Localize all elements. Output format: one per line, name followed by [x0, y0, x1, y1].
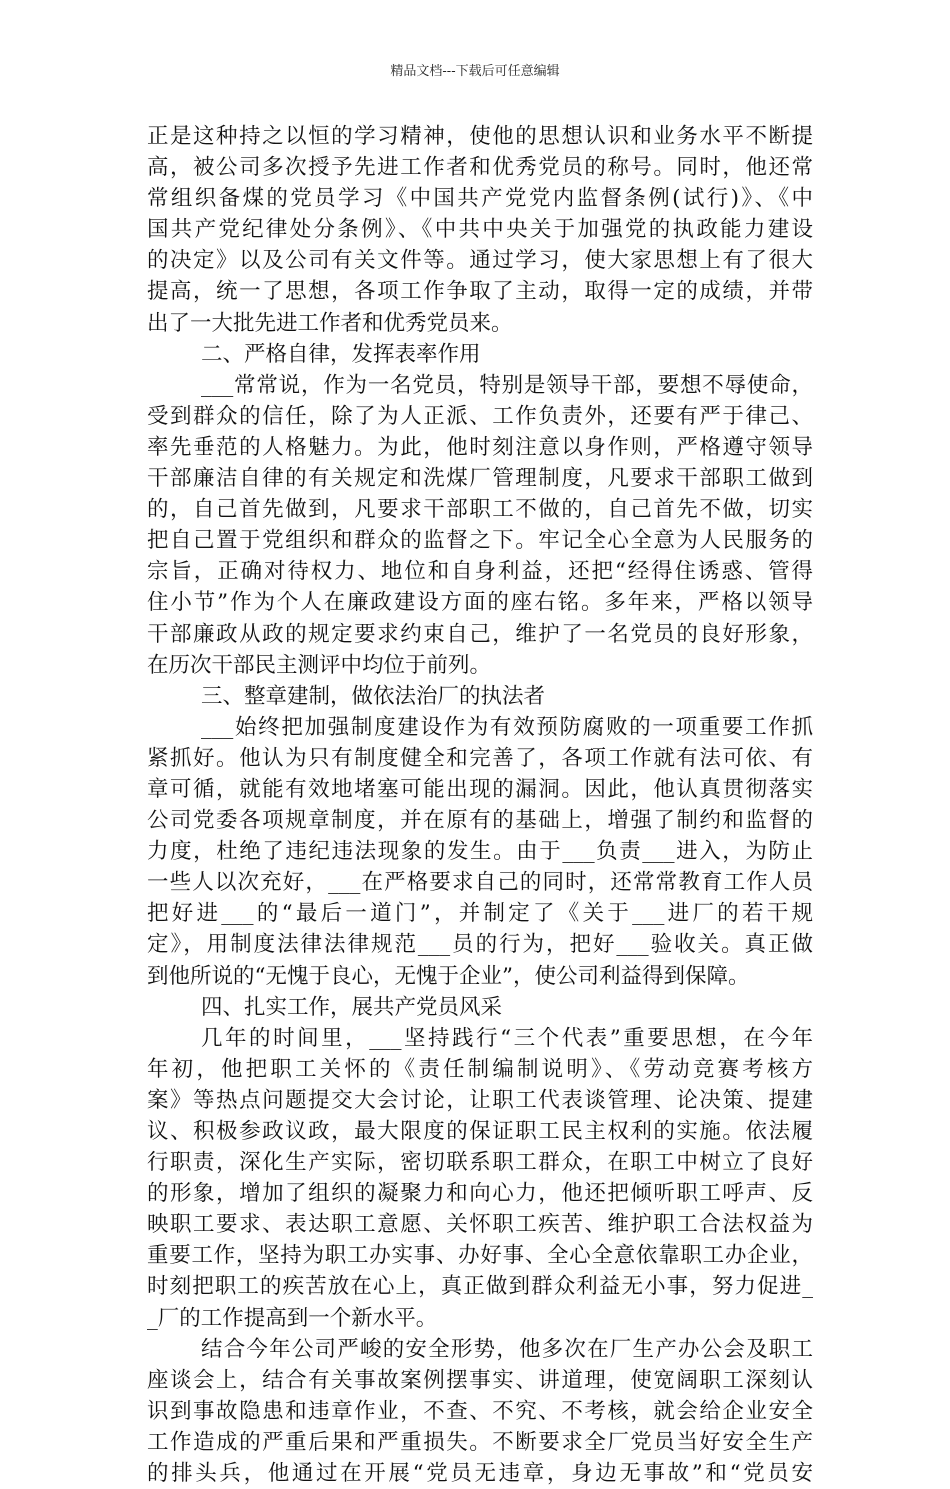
text-line: ___常常说，作为一名党员，特别是领导干部，要想不辱使命，: [201, 372, 813, 398]
text-line: 一些人以次充好，___在严格要求自己的同时，还常常教育工作人员: [147, 870, 813, 896]
text-line: 座谈会上，结合有关事故案例摆事实、讲道理，使宽阔职工深刻认: [147, 1367, 813, 1393]
text-line: 行职责，深化生产实际，密切联系职工群众，在职工中树立了良好: [147, 1150, 813, 1176]
text-line: 的决定》以及公司有关文件等。通过学习，使大家思想上有了很大: [147, 248, 813, 274]
text-line: 国共产党纪律处分条例》、《中共中央关于加强党的执政能力建设: [147, 217, 813, 243]
text-line: ___始终把加强制度建设作为有效预防腐败的一项重要工作抓: [201, 714, 813, 740]
text-line: 力度，杜绝了违纪违法现象的发生。由于___负责___进入，为防止: [147, 839, 813, 865]
text-line: 的排头兵，他通过在开展“党员无违章，身边无事故”和“党员安: [147, 1461, 813, 1487]
text-line: 到他所说的“无愧于良心，无愧于企业”，使公司利益得到保障。: [147, 963, 750, 989]
text-line: 映职工要求、表达职工意愿、关怀职工疾苦、维护职工合法权益为: [147, 1212, 813, 1238]
page-header: 精品文档---下载后可任意编辑: [390, 64, 560, 79]
text-line: 重要工作，坚持为职工办实事、办好事、全心全意依靠职工办企业，: [147, 1243, 813, 1269]
section-heading: 四、扎实工作，展共产党员风采: [201, 994, 503, 1020]
text-line: 章可循，就能有效地堵塞可能出现的漏洞。因此，他认真贯彻落实: [147, 776, 813, 802]
text-line: 把自己置于党组织和群众的监督之下。牢记全心全意为人民服务的: [147, 528, 813, 554]
text-line: 住小节”作为个人在廉政建设方面的座右铭。多年来，严格以领导: [147, 590, 813, 616]
text-line: 案》等热点问题提交大会讨论，让职工代表谈管理、论决策、提建: [147, 1087, 813, 1113]
text-line: 正是这种持之以恒的学习精神，使他的思想认识和业务水平不断提: [147, 124, 813, 149]
text-line: 紧抓好。他认为只有制度健全和完善了，各项工作就有法可依、有: [147, 745, 813, 771]
text-line: 时刻把职工的疾苦放在心上，真正做到群众利益无小事，努力促进_: [147, 1274, 813, 1300]
text-line: 工作造成的严重后果和严重损失。不断要求全厂党员当好安全生产: [147, 1429, 813, 1455]
text-line: 识到事故隐患和违章作业，不查、不究、不考核，就会给企业安全: [147, 1398, 813, 1424]
document-body: [147, 121, 813, 1489]
text-line: 出了一大批先进工作者和优秀党员来。: [147, 310, 513, 336]
text-line: 干部廉政从政的规定要求约束自己，维护了一名党员的良好形象，: [147, 621, 813, 647]
text-line: 高，被公司多次授予先进工作者和优秀党员的称号。同时，他还常: [147, 155, 813, 181]
text-line: 议、积极参政议政，最大限度的保证职工民主权利的实施。依法履: [147, 1119, 813, 1144]
text-line: 提高，统一了思想，各项工作争取了主动，取得一定的成绩，并带: [147, 279, 813, 305]
text-line: 定》，用制度法律法律规范___员的行为，把好___验收关。真正做: [147, 932, 813, 958]
text-line: 几年的时间里，___坚持践行“三个代表”重要思想，在今年: [201, 1025, 813, 1051]
text-line: 公司党委各项规章制度，并在原有的基础上，增强了制约和监督的: [147, 808, 813, 834]
section-heading: 二、严格自律，发挥表率作用: [201, 341, 481, 367]
text-line: 率先垂范的人格魅力。为此，他时刻注意以身作则，严格遵守领导: [147, 434, 813, 460]
text-line: 宗旨，正确对待权力、地位和自身利益，还把“经得住诱惑、管得: [147, 559, 813, 585]
text-line: _厂的工作提高到一个新水平。: [147, 1305, 438, 1331]
text-line: 结合今年公司严峻的安全形势，他多次在厂生产办公会及职工: [201, 1336, 813, 1362]
text-line: 受到群众的信任，除了为人正派、工作负责外，还要有严于律己、: [147, 403, 813, 429]
text-line: 的，自己首先做到，凡要求干部职工不做的，自己首先不做，切实: [147, 497, 813, 523]
text-line: 把好进___的“最后一道门”，并制定了《关于___进厂的若干规: [147, 901, 813, 927]
text-line: 的形象，增加了组织的凝聚力和向心力，他还把倾听职工呼声、反: [147, 1181, 813, 1207]
section-heading: 三、整章建制，做依法治厂的执法者: [201, 683, 546, 709]
text-line: 常组织备煤的党员学习《中国共产党党内监督条例(试行)》、《中: [147, 186, 813, 212]
text-line: 年初，他把职工关怀的《责任制编制说明》、《劳动竞赛考核方: [147, 1056, 813, 1082]
text-line: 在历次干部民主测评中均位于前列。: [147, 652, 492, 678]
text-line: 干部廉洁自律的有关规定和洗煤厂管理制度，凡要求干部职工做到: [147, 466, 813, 492]
